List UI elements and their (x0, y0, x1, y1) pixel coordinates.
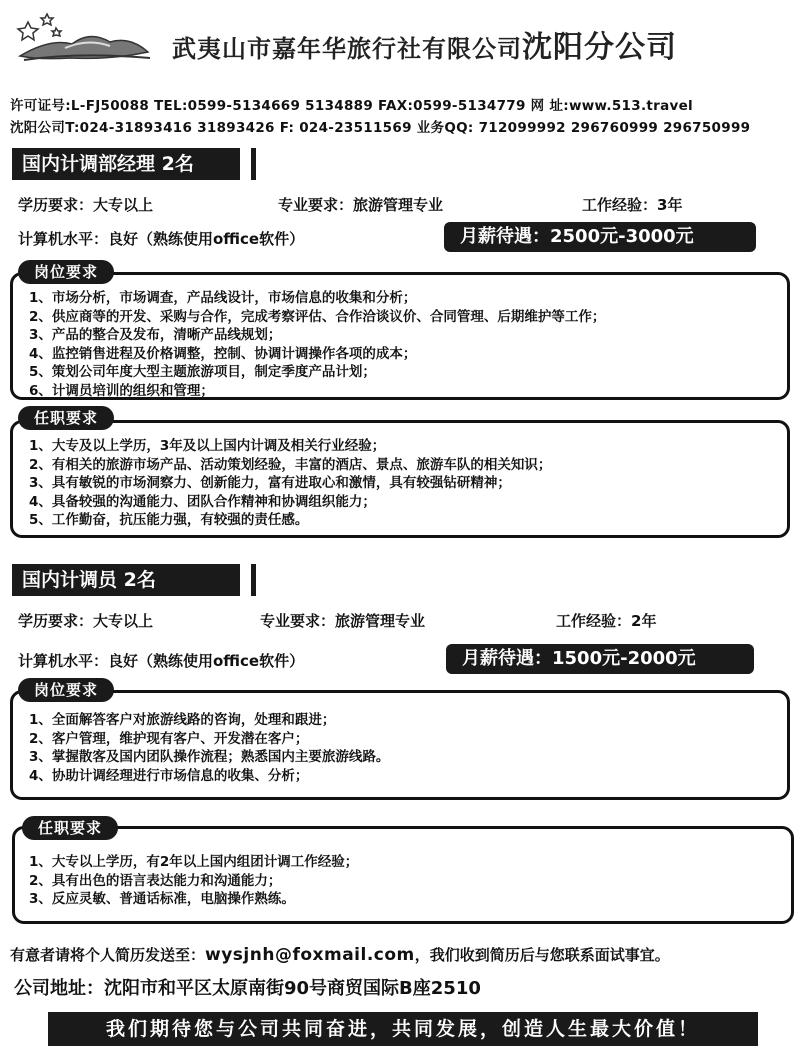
title-bar-2 (251, 564, 256, 596)
list-item: 1、大专及以上学历，3年及以上国内计调及相关行业经验； (29, 438, 386, 454)
duties-tag-1: 岗位要求 (18, 260, 114, 284)
list-item: 2、客户管理，维护现有客户、开发潜在客户； (29, 730, 309, 747)
duties-tag-2: 岗位要求 (18, 678, 114, 702)
company-address: 公司地址：沈阳市和平区太原南街90号商贸国际B座2510 (14, 978, 481, 999)
list-item: 3、产品的整合及发布，清晰产品线规划； (29, 327, 282, 344)
contact-suffix: ，我们收到简历后与您联系面试事宜。 (414, 946, 670, 964)
experience-2: 工作经验：2年 (556, 612, 657, 630)
list-item: 3、反应灵敏、普通话标准，电脑操作熟练。 (29, 891, 295, 908)
requirements-tag-1: 任职要求 (18, 406, 114, 430)
computer-level-1: 计算机水平：良好（熟练使用office软件） (18, 230, 305, 248)
list-item: 4、具备较强的沟通能力、团队合作精神和协调组织能力； (29, 493, 376, 510)
requirements-box-1 (10, 420, 790, 538)
title-bar-1 (251, 148, 256, 180)
company-name (172, 22, 677, 66)
list-item: 5、工作勤奋，抗压能力强，有较强的责任感。 (29, 512, 309, 529)
job-title-2: 国内计调员 2名 (12, 564, 240, 596)
list-item: 2、有相关的旅游市场产品、活动策划经验，丰富的酒店、景点、旅游车队的相关知识； (29, 456, 552, 473)
list-item: 1、大专以上学历，有2年以上国内组团计调工作经验； (29, 854, 359, 870)
education-2: 学历要求：大专以上 (18, 612, 154, 630)
major-1: 专业要求：旅游管理专业 (278, 196, 444, 214)
major-2: 专业要求：旅游管理专业 (260, 612, 426, 630)
email-address[interactable]: wysjnh@foxmail.com (205, 945, 415, 965)
education-1: 学历要求：大专以上 (18, 196, 154, 214)
salary-badge-2: 月薪待遇：1500元-2000元 (446, 644, 754, 674)
contact-info-line-1: 许可证号:L-FJ50088 TEL:0599-5134669 5134889 FAX:0599-5134779 网 址:www.513.travel (10, 98, 693, 114)
list-item: 4、监控销售进程及价格调整，控制、协调计调操作各项的成本； (29, 345, 417, 362)
company-logo (10, 8, 160, 66)
branch-name: 沈阳分公司 (522, 30, 677, 65)
computer-level-2: 计算机水平：良好（熟练使用office软件） (18, 652, 305, 670)
requirements-box-2 (12, 826, 794, 924)
list-item: 6、计调员培训的组织和管理； (29, 382, 214, 399)
list-item: 1、全面解答客户对旅游线路的咨询，处理和跟进； (29, 712, 336, 728)
duties-box-2 (10, 690, 790, 800)
list-item: 5、策划公司年度大型主题旅游项目，制定季度产品计划； (29, 364, 376, 381)
list-item: 3、掌握散客及国内团队操作流程；熟悉国内主要旅游线路。 (29, 749, 390, 766)
experience-1: 工作经验：3年 (582, 196, 683, 214)
company-name-main: 武夷山市嘉年华旅行社有限公司 (172, 35, 522, 63)
list-item: 3、具有敏锐的市场洞察力、创新能力，富有进取心和激情，具有较强钻研精神； (29, 475, 511, 492)
list-item: 1、市场分析，市场调查，产品线设计，市场信息的收集和分析； (29, 290, 417, 306)
list-item: 4、协助计调经理进行市场信息的收集、分析； (29, 767, 309, 784)
contact-instructions (10, 944, 670, 965)
contact-info-line-2: 沈阳公司T:024-31893416 31893426 F: 024-23511569 业务QQ: 712099992 296760999 296750999 (10, 120, 751, 136)
job-title-1: 国内计调部经理 2名 (12, 148, 240, 180)
salary-badge-1: 月薪待遇：2500元-3000元 (444, 222, 756, 252)
requirements-tag-2: 任职要求 (22, 816, 118, 840)
duties-box-1 (10, 272, 790, 400)
list-item: 2、供应商等的开发、采购与合作，完成考察评估、合作洽谈议价、合同管理、后期维护等工作； (29, 308, 606, 325)
contact-prefix: 有意者请将个人简历发送至： (10, 946, 206, 964)
list-item: 2、具有出色的语言表达能力和沟通能力； (29, 872, 282, 889)
slogan-banner: 我们期待您与公司共同奋进，共同发展，创造人生最大价值！ (48, 1012, 758, 1046)
